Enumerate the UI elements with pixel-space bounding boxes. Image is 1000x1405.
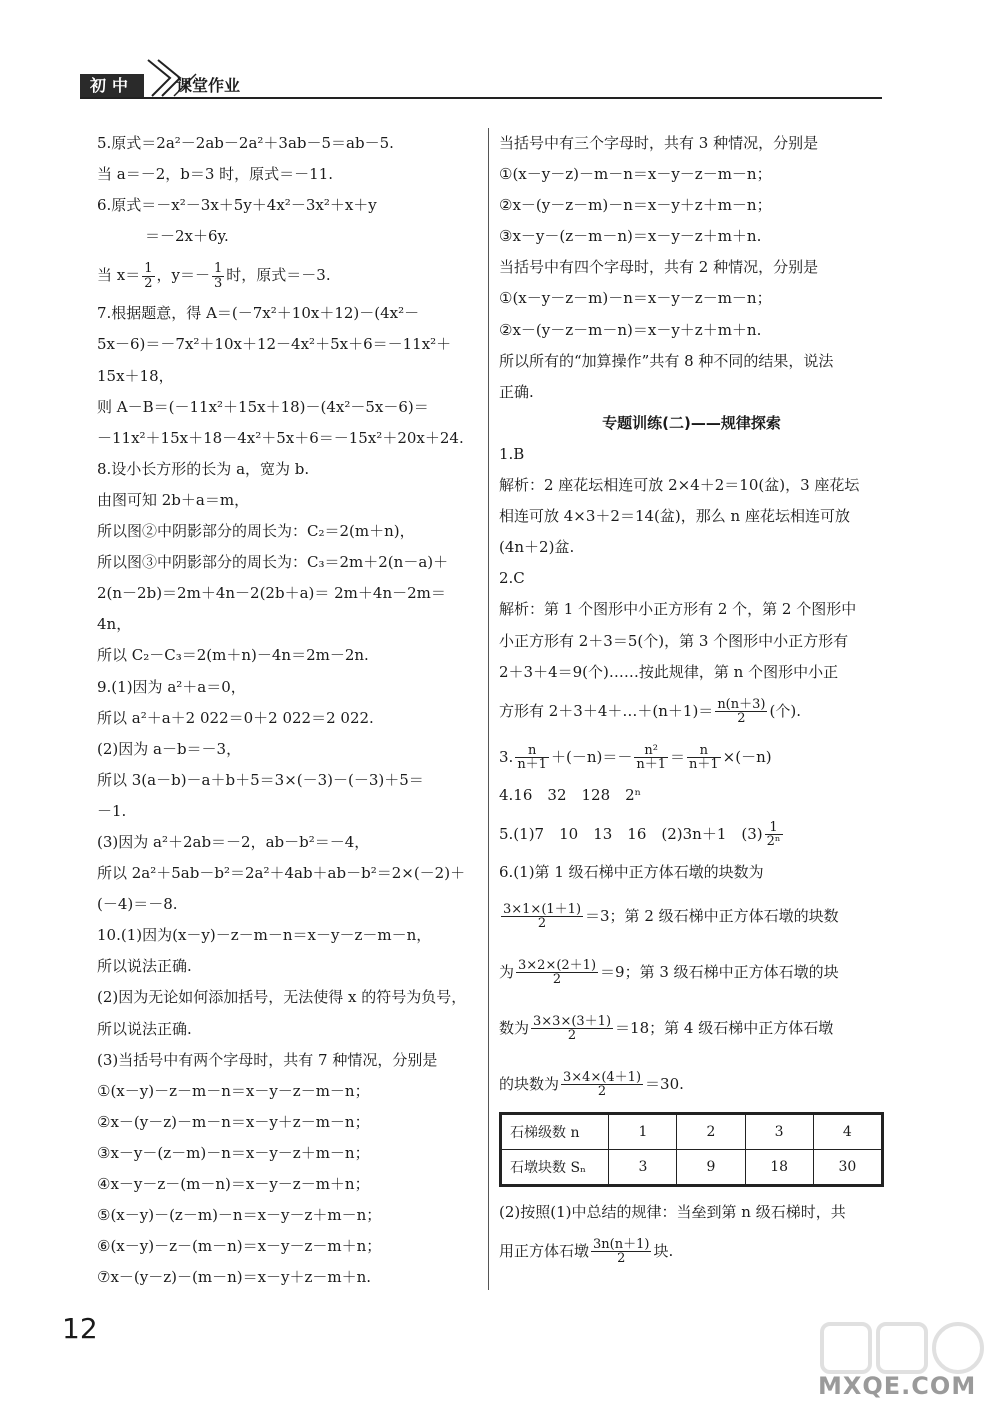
text-span: 的块数为 — [499, 1074, 560, 1093]
text-span: ＝3；第 2 级石梯中正方体石墩的块数 — [585, 906, 839, 925]
text-line: 10.(1)因为(x－y)－z－m－n＝x－y－z－m－n， — [97, 926, 432, 945]
fraction — [531, 1015, 613, 1043]
q3-line — [499, 734, 884, 780]
fraction — [501, 903, 583, 931]
table-cell: 2 — [677, 1114, 745, 1149]
text-line: 所以 a²＋a＋2 022＝0＋2 022＝2 022. — [97, 708, 374, 727]
text-line: ④x－y－z－(m－n)＝x－y－z－m＋n； — [97, 1175, 370, 1193]
page-header — [80, 62, 882, 98]
fraction — [142, 262, 154, 290]
fraction — [765, 821, 783, 849]
text-line: 解析：2 座花坛相连可放 2×4＋2＝10(盆)，3 座花坛 — [499, 476, 860, 495]
text-line: 所以说法正确. — [97, 957, 192, 976]
data-table — [501, 1114, 882, 1185]
text-line: ①(x－y－z)－m－n＝x－y－z－m－n； — [499, 165, 772, 184]
text-line: ③x－y－(z－m－n)＝x－y－z＋m＋n. — [499, 227, 762, 246]
q6-line — [499, 944, 884, 1000]
text-line: ②x－(y－z－m－n)＝x－y＋z＋m＋n. — [499, 320, 762, 339]
numerator: n — [687, 744, 721, 759]
text-span: 当 x＝ — [97, 266, 141, 285]
text-line: ②x－(y－z－m)－n＝x－y＋z＋m－n； — [499, 196, 772, 215]
text-line: (2)按照(1)中总结的规律：当垒到第 n 级石梯时，共 — [499, 1202, 846, 1221]
table-cell: 18 — [745, 1149, 813, 1184]
text-span: ＝ — [670, 747, 686, 766]
text-line: (2)因为 a－b＝－3， — [97, 739, 242, 758]
text-line: 则 A－B＝(－11x²＋15x＋18)－(4x²－5x－6)＝ — [97, 397, 429, 416]
page-number: 12 — [62, 1312, 98, 1345]
numerator: 3×2×(2＋1) — [518, 957, 597, 973]
table-cell: 30 — [813, 1149, 881, 1184]
numerator: 3×3×(3＋1) — [533, 1013, 612, 1029]
numerator: 3n(n＋1) — [593, 1236, 650, 1252]
text-span: ＋(－n)＝－ — [550, 747, 633, 766]
column-divider — [488, 128, 489, 1290]
text-line: 15x＋18， — [97, 366, 174, 385]
text-span: 块. — [653, 1241, 674, 1260]
fraction — [591, 1238, 651, 1266]
text-line: 当括号中有三个字母时，共有 3 种情况，分别是 — [499, 134, 819, 152]
text-line: 所以 3(a－b)－a＋b＋5＝3×(－3)－(－3)＋5＝ — [97, 770, 424, 789]
denominator: n＋1 — [689, 757, 719, 773]
text-span: ＝9；第 3 级石梯中正方体石墩的块 — [600, 962, 839, 981]
text-line: ②x－(y－z)－m－n＝x－y＋z－m－n； — [97, 1112, 370, 1131]
right-column — [499, 128, 884, 1274]
header-rule — [80, 97, 882, 99]
text-span: 时，原式＝－3. — [226, 266, 331, 285]
text-line: (3)当括号中有两个字母时，共有 7 种情况，分别是 — [97, 1050, 438, 1069]
denominator: 2 — [144, 275, 153, 291]
text-line: －1. — [97, 801, 127, 820]
denominator: 2 — [552, 972, 562, 988]
text-line: ⑦x－(y－z)－(m－n)＝x－y＋z－m＋n. — [97, 1268, 372, 1287]
text-line: －11x²＋15x＋18－4x²＋5x＋6＝－15x²＋20x＋24. — [97, 428, 464, 447]
text-line: ③x－y－(z－m)－n＝x－y－z＋m－n； — [97, 1143, 370, 1162]
text-line: 所以图③中阴影部分的周长为：C₃＝2m＋2(n－a)＋ — [97, 553, 449, 572]
text-line: 2.C — [499, 569, 525, 588]
left-column — [97, 128, 482, 1293]
fraction — [516, 959, 598, 987]
numerator: 3×1×(1＋1) — [503, 901, 582, 917]
text-line: ①(x－y)－z－m－n＝x－y－z－m－n； — [97, 1081, 370, 1100]
text-span: ，y＝－ — [156, 266, 210, 285]
table-header-cell: 石梯级数 n — [502, 1114, 609, 1149]
text-line: 6.原式＝－x²－3x＋5y＋4x²－3x²＋x＋y — [97, 196, 377, 215]
fraction — [687, 744, 721, 772]
text-line: 小正方形有 2＋3＝5(个)，第 3 个图形中小正方形有 — [499, 631, 849, 650]
denominator: 2 — [597, 1084, 607, 1100]
text-line: 所以 2a²＋5ab－b²＝2a²＋4ab＋ab－b²＝2×(－2)＋ — [97, 864, 466, 883]
text-line: 所以所有的“加算操作”共有 8 种不同的结果，说法 — [499, 351, 834, 370]
text-line: (3)因为 a²＋2ab＝－2，ab－b²＝－4， — [97, 832, 370, 851]
text-span: 数为 — [499, 1018, 530, 1037]
fraction — [715, 698, 767, 726]
text-line: 2(n－2b)＝2m＋4n－2(2b＋a)＝ 2m＋4n－2m＝ — [97, 584, 446, 603]
table-header-cell: 石墩块数 Sₙ — [502, 1149, 609, 1184]
denominator: 2 — [537, 916, 547, 932]
text-line: 4.16 32 128 2ⁿ — [499, 785, 642, 804]
table-cell: 3 — [609, 1149, 677, 1184]
text-span: 为 — [499, 962, 515, 981]
denominator: 2 — [617, 1251, 626, 1267]
q2-result-line — [499, 688, 884, 734]
numerator: n² — [634, 744, 668, 759]
q6-line — [499, 888, 884, 944]
q6-line — [499, 1056, 884, 1112]
denominator: n＋1 — [517, 757, 547, 773]
text-line: ＝－2x＋6y. — [145, 227, 229, 246]
data-table-frame — [499, 1112, 884, 1187]
watermark-url: MXQE.COM — [818, 1372, 977, 1400]
q6-2-line — [499, 1228, 884, 1274]
text-line: 6.(1)第 1 级石梯中正方体石墩的块数为 — [499, 862, 764, 881]
denominator: n＋1 — [636, 757, 666, 773]
numerator: 1 — [765, 821, 783, 836]
text-line: 7.根据题意，得 A＝(－7x²＋10x＋12)－(4x²－ — [97, 304, 420, 323]
text-line: 4n， — [97, 615, 132, 634]
numerator: 1 — [144, 261, 153, 277]
text-line: 8.设小长方形的长为 a，宽为 b. — [97, 459, 310, 478]
header-title: 课堂作业 — [176, 76, 241, 95]
numerator: n — [515, 744, 549, 759]
text-line: 相连可放 4×3＋2＝14(盆)，那么 n 座花坛相连可放 — [499, 507, 850, 526]
text-span: 方形有 2＋3＋4＋…＋(n＋1)＝ — [499, 701, 714, 720]
header-tag: 初中 — [80, 74, 144, 98]
section-title: 专题训练(二)——规律探索 — [602, 413, 781, 432]
denominator: 3 — [214, 275, 223, 291]
text-line: 2＋3＋4＝9(个)……按此规律，第 n 个图形中小正 — [499, 662, 839, 681]
text-line: ①(x－y－z－m)－n＝x－y－z－m－n； — [499, 289, 772, 308]
text-span: ＝18；第 4 级石梯中正方体石墩 — [615, 1018, 834, 1037]
table-cell: 9 — [677, 1149, 745, 1184]
numerator: 3×4×(4＋1) — [563, 1069, 642, 1085]
q6-substitution-line — [97, 252, 482, 298]
q5-line — [499, 811, 884, 857]
table-cell: 3 — [745, 1114, 813, 1149]
denominator: 2 — [737, 711, 746, 727]
text-span: (个). — [769, 701, 801, 720]
table-row — [502, 1114, 882, 1149]
text-line: 1.B — [499, 444, 525, 463]
text-span: ＝30. — [645, 1074, 684, 1093]
text-span: ×(－n) — [722, 747, 772, 766]
text-line: 9.(1)因为 a²＋a＝0， — [97, 677, 246, 696]
denominator: 2ⁿ — [766, 834, 781, 850]
text-line: (4n＋2)盆. — [499, 538, 575, 557]
table-row — [502, 1149, 882, 1184]
text-line: 所以说法正确. — [97, 1019, 192, 1038]
text-line: 正确. — [499, 382, 534, 401]
table-cell: 4 — [813, 1114, 881, 1149]
q6-line — [499, 1000, 884, 1056]
denominator: 2 — [567, 1028, 577, 1044]
text-line: 5.原式＝2a²－2ab－2a²＋3ab－5＝ab－5. — [97, 134, 394, 152]
numerator: 1 — [214, 261, 223, 277]
text-line: (－4)＝－8. — [97, 895, 178, 914]
text-span: 3. — [499, 747, 514, 766]
text-line: 所以 C₂－C₃＝2(m＋n)－4n＝2m－2n. — [97, 646, 369, 665]
text-line: 由图可知 2b＋a＝m， — [97, 490, 250, 509]
fraction — [212, 262, 224, 290]
text-line: 5x－6)＝－7x²＋10x＋12－4x²＋5x＋6＝－11x²＋ — [97, 335, 452, 354]
text-line: (2)因为无论如何添加括号，无法使得 x 的符号为负号， — [97, 988, 467, 1007]
fraction — [515, 744, 549, 772]
table-cell: 1 — [609, 1114, 677, 1149]
text-line: 当 a＝－2，b＝3 时，原式＝－11. — [97, 165, 334, 184]
text-span: 用正方体石墩 — [499, 1241, 590, 1260]
numerator: n(n＋3) — [717, 696, 766, 712]
text-span: 5.(1)7 10 13 16 (2)3n＋1 (3) — [499, 824, 763, 843]
text-line: 当括号中有四个字母时，共有 2 种情况，分别是 — [499, 258, 819, 277]
fraction — [634, 744, 668, 772]
text-line: 所以图②中阴影部分的周长为：C₂＝2(m＋n)， — [97, 522, 415, 541]
text-line: 解析：第 1 个图形中小正方形有 2 个，第 2 个图形中 — [499, 600, 857, 619]
text-line: ⑤(x－y)－(z－m)－n＝x－y－z＋m－n； — [97, 1206, 382, 1225]
fraction — [561, 1071, 643, 1099]
text-line: ⑥(x－y)－z－(m－n)＝x－y－z－m＋n； — [97, 1237, 382, 1256]
